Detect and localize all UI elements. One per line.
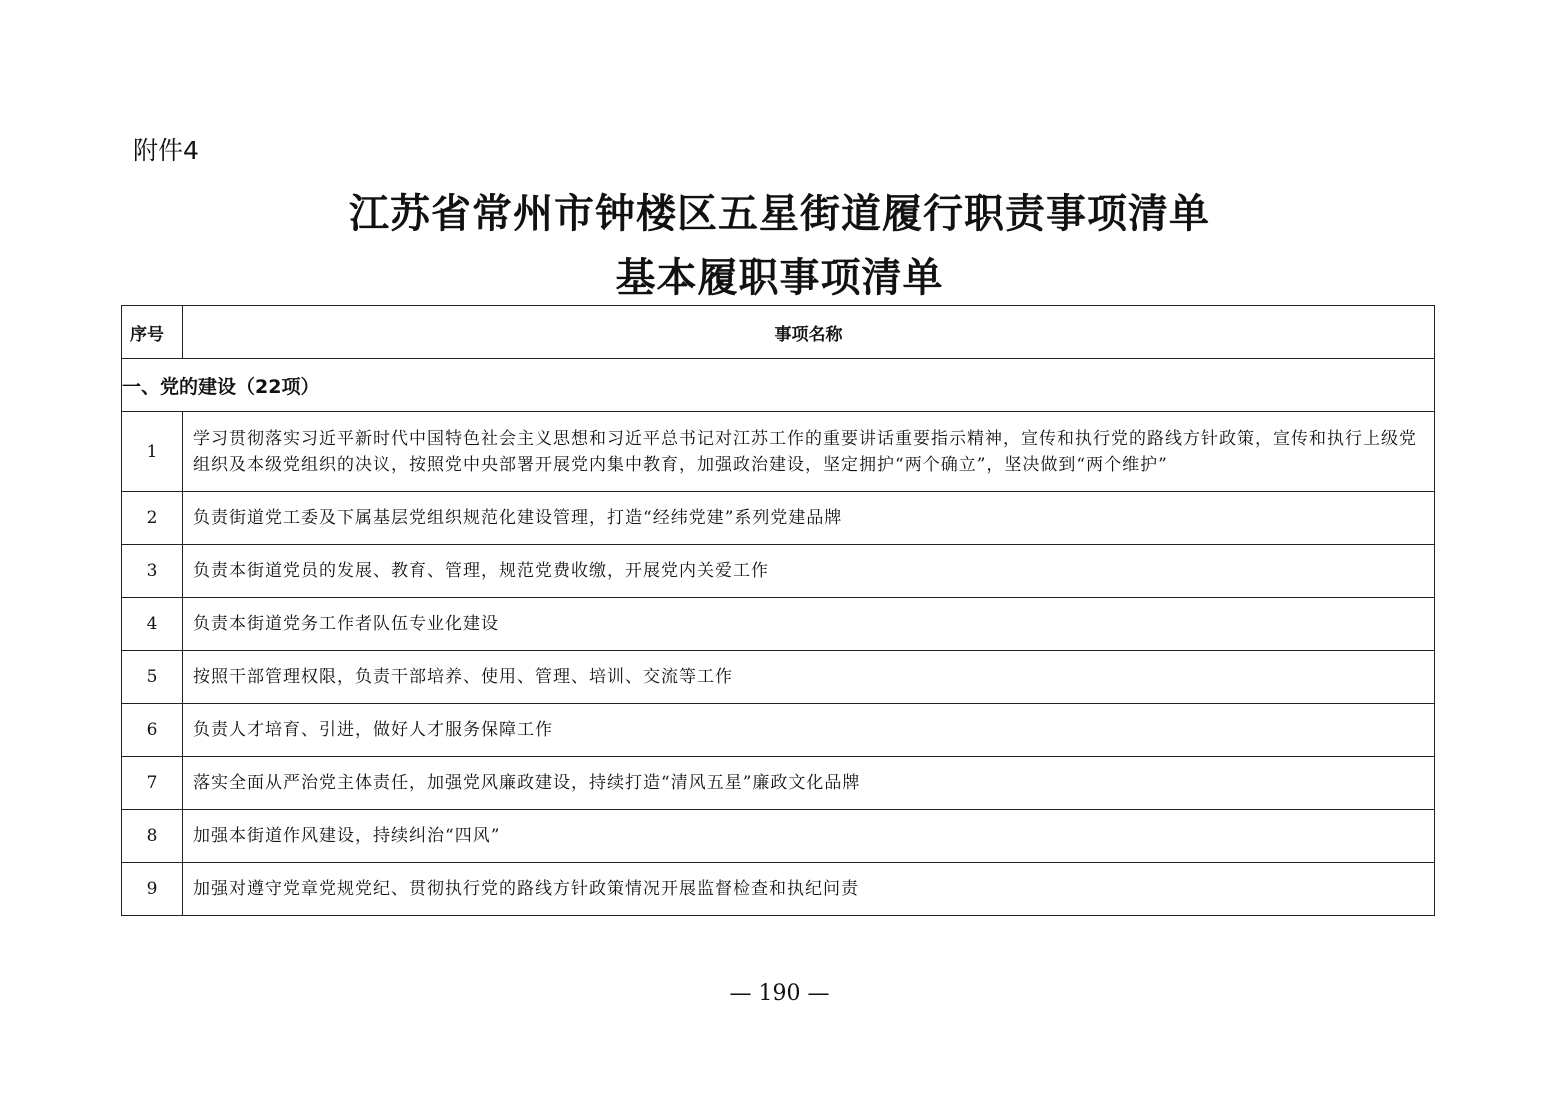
section-row [122, 359, 1435, 412]
table-row [122, 598, 1435, 651]
row-number: 2 [122, 492, 183, 545]
table-row [122, 651, 1435, 704]
page-number: — 190 — [729, 981, 830, 1006]
row-number: 6 [122, 704, 183, 757]
row-text: 负责本街道党员的发展、教育、管理，规范党费收缴，开展党内关爱工作 [183, 545, 1435, 598]
table-row [122, 545, 1435, 598]
row-text: 负责本街道党务工作者队伍专业化建设 [183, 598, 1435, 651]
row-number: 7 [122, 757, 183, 810]
row-text: 按照干部管理权限，负责干部培养、使用、管理、培训、交流等工作 [183, 651, 1435, 704]
row-text: 落实全面从严治党主体责任，加强党风廉政建设，持续打造“清风五星”廉政文化品牌 [183, 757, 1435, 810]
table-row [122, 757, 1435, 810]
row-text: 负责人才培育、引进，做好人才服务保障工作 [183, 704, 1435, 757]
row-text: 学习贯彻落实习近平新时代中国特色社会主义思想和习近平总书记对江苏工作的重要讲话重要指示精神，宣传和执行党的路线方针政策，宣传和执行上级党组织及本级党组织的决议，按照党中央部署开展党内集中教育，加强政治建设，坚定拥护“两个确立”，坚决做到“两个维护” [183, 412, 1435, 492]
row-number: 9 [122, 863, 183, 916]
document-subtitle: 基本履职事项清单 [615, 254, 944, 301]
row-text: 负责街道党工委及下属基层党组织规范化建设管理，打造“经纬党建”系列党建品牌 [183, 492, 1435, 545]
row-number: 8 [122, 810, 183, 863]
table-row [122, 810, 1435, 863]
table-row [122, 492, 1435, 545]
duties-table [121, 305, 1435, 916]
row-number: 5 [122, 651, 183, 704]
header-name: 事项名称 [183, 306, 1435, 359]
row-text: 加强对遵守党章党规党纪、贯彻执行党的路线方针政策情况开展监督检查和执纪问责 [183, 863, 1435, 916]
table-row [122, 704, 1435, 757]
document-title: 江苏省常州市钟楼区五星街道履行职责事项清单 [349, 190, 1210, 237]
table-row [122, 863, 1435, 916]
row-number: 4 [122, 598, 183, 651]
row-number: 3 [122, 545, 183, 598]
attachment-label: 附件4 [133, 136, 199, 165]
header-number: 序号 [122, 306, 183, 359]
table-row [122, 412, 1435, 492]
row-number: 1 [122, 412, 183, 492]
section-title: 一、党的建设（22项） [122, 359, 1435, 412]
row-text: 加强本街道作风建设，持续纠治“四风” [183, 810, 1435, 863]
table-header-row [122, 306, 1435, 359]
